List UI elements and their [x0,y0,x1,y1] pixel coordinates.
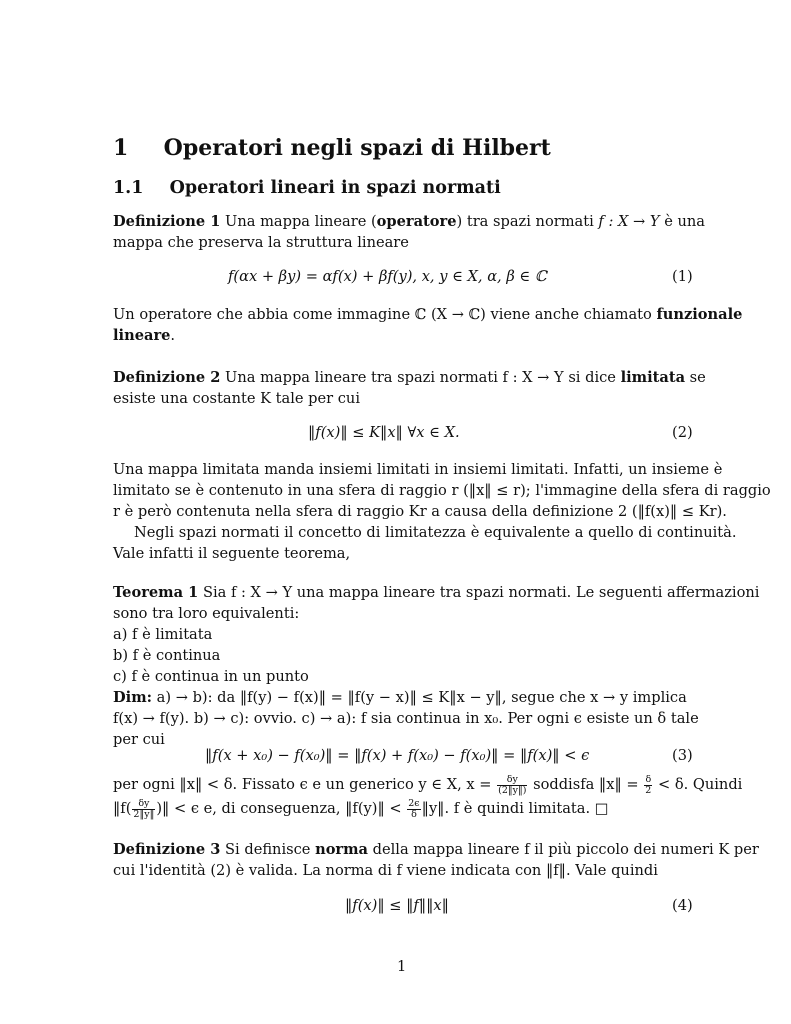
fraction [407,799,420,820]
definition-label: Definizione 2 [113,369,221,386]
bold-term: funzionale [656,306,743,323]
definition-text: cui l'identità (2) è valida. La norma di f viene indicata con ‖f‖. Vale quindi [113,862,658,879]
proof-text: ‖f( [113,800,132,817]
theorem-text: sono tra loro equivalenti: [113,605,300,622]
subsection-number: 1.1 [113,178,144,198]
fraction-denominator: 2 [645,784,652,796]
proof-text: )‖ < ϵ e, di conseguenza, ‖f(y)‖ < [156,800,402,817]
list-item: c) f è continua in un punto [113,668,309,685]
fraction [644,775,652,796]
proof-label: Dim: [113,689,153,706]
definition-term: norma [315,841,369,858]
page-number: 1 [397,958,407,975]
definition-math: f : X → Y [598,213,660,230]
paragraph-limitata [113,459,771,564]
fraction-denominator: (2‖y‖) [498,784,527,796]
section-number: 1 [113,135,129,161]
definition-text: è una [659,213,705,230]
paragraph-funzionale [113,304,743,346]
proof-text: soddisfa ‖x‖ = [533,776,639,793]
proof-text: per cui [113,731,165,748]
paragraph-text: Un operatore che abbia come immagine ℂ (X → ℂ) viene anche chiamato [113,306,657,323]
proof-text: f(x) → f(y). b) → c): ovvio. c) → a): f sia continua in x₀. Per ogni ϵ esiste un δ tale [113,710,699,727]
theorem-label: Teorema 1 [113,584,199,601]
theorem-text: Sia f : X → Y una mappa lineare tra spazi normati. Le seguenti affermazioni [198,584,760,601]
definition-3 [113,839,759,881]
definition-label: Definizione 3 [113,841,221,858]
equation-4: ‖f(x)‖ ≤ ‖f‖‖x‖ [345,897,449,914]
fraction [132,799,155,820]
equation-1: f(αx + βy) = αf(x) + βf(y), x, y ∈ X, α, β ∈ ℂ [228,268,547,285]
proof-text: per ogni ‖x‖ < δ. Fissato ϵ e un generico y ∈ X, x = [113,776,492,793]
fraction-numerator: δy [132,799,155,810]
equation-number: (4) [672,897,693,914]
fraction-numerator: 2ϵ [408,797,420,809]
section-title: Operatori negli spazi di Hilbert [163,135,551,161]
theorem-1 [113,582,760,750]
equation-2: ‖f(x)‖ ≤ K‖x‖ ∀x ∈ X. [308,424,460,441]
paragraph-line: r è però contenuta nella sfera di raggio Kr a causa della definizione 2 (‖f(x)‖ ≤ Kr). [113,503,727,520]
fraction [497,775,527,796]
fraction-denominator: 2‖y‖ [133,808,155,820]
equation-3: ‖f(x + x₀) − f(x₀)‖ = ‖f(x) + f(x₀) − f(x₀)‖ = ‖f(x)‖ < ϵ [205,747,590,764]
list-item: b) f è continua [113,647,221,664]
definition-term: operatore [376,213,457,230]
definition-term: limitata [620,369,686,386]
definition-text: Una mappa lineare tra spazi normati f : X → Y si dice [225,369,621,386]
bold-term: lineare [113,327,171,344]
list-item: a) f è limitata [113,626,213,643]
paragraph-line: Negli spazi normati il concetto di limitatezza è equivalente a quello di continuità. [134,524,737,541]
proof-line [113,798,609,820]
proof-text: a) → b): da ‖f(y) − f(x)‖ = ‖f(y − x)‖ ≤ K‖x − y‖, segue che x → y implica [152,689,687,706]
section-heading [113,135,551,161]
equation-number: (2) [672,424,693,441]
fraction-denominator: δ [411,808,417,820]
paragraph-line: Una mappa limitata manda insiemi limitati in insiemi limitati. Infatti, un insieme è [113,461,723,478]
definition-1 [113,211,705,253]
proof-text: < δ. Quindi [657,776,743,793]
equation-number: (1) [672,268,693,285]
fraction-numerator: δy [497,775,527,786]
definition-text: mappa che preserva la struttura lineare [113,234,409,251]
paragraph-line: limitato se è contenuto in una sfera di raggio r (‖x‖ ≤ r); l'immagine della sfera di raggio [113,482,771,499]
paragraph-text: . [170,327,176,344]
definition-text: Si definisce [220,841,316,858]
definition-text: esiste una costante K tale per cui [113,390,360,407]
definition-text: se [685,369,706,386]
fraction-numerator: δ [645,773,652,785]
definition-2 [113,367,706,409]
subsection-heading [113,178,501,198]
definition-text: Una mappa lineare ( [225,213,377,230]
proof-text: ‖y‖. f è quindi limitata. □ [421,800,609,817]
paragraph-line: Vale infatti il seguente teorema, [113,545,351,562]
definition-text: ) tra spazi normati [456,213,599,230]
definition-text: della mappa lineare f il più piccolo dei numeri K per [368,841,759,858]
proof-line [113,774,742,796]
equation-number: (3) [672,747,693,764]
subsection-title: Operatori lineari in spazi normati [169,178,501,198]
definition-label: Definizione 1 [113,213,221,230]
